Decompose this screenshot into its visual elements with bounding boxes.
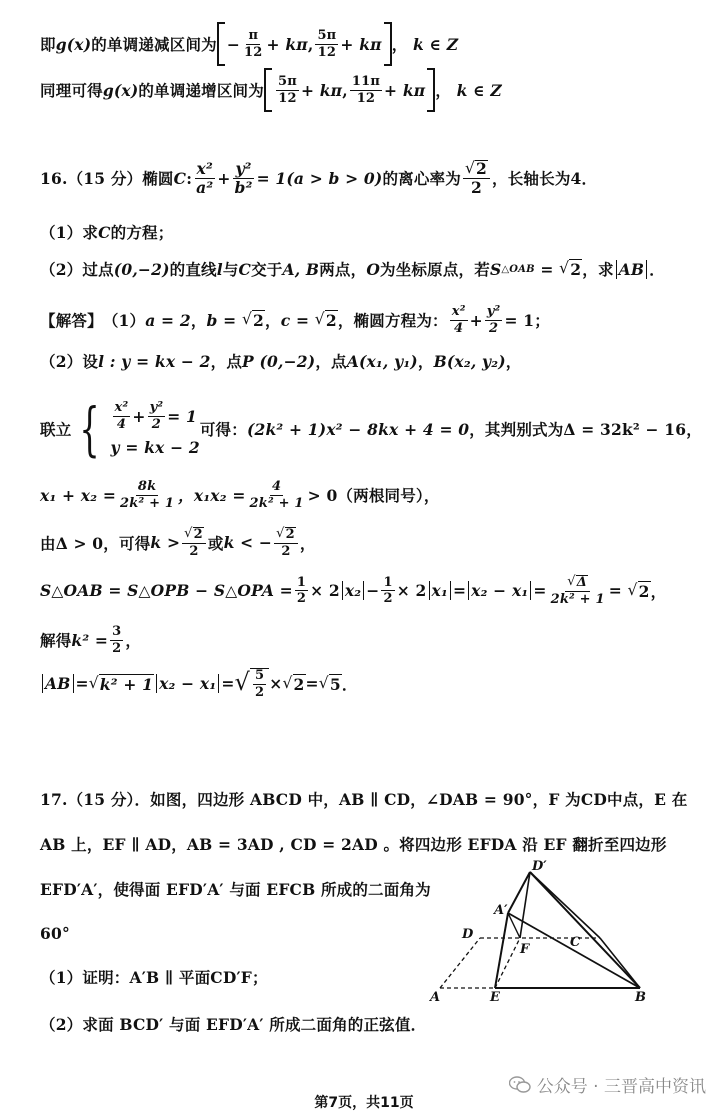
frac-x2-a2: $\frac{\text{x²}}{\text{a²}}$ <box>196 158 214 197</box>
p16-ab-length: AB = √ k² + 1 x₂ − x₁ = √ $\frac{5}{2}$ × √ 2 = √ 5 ． <box>40 668 704 699</box>
watermark-text: 公众号 · 三晋高中资讯 <box>536 1077 706 1097</box>
frac-inc-a: $\frac{5\pi}{12}$ <box>277 73 297 106</box>
s15-decreasing-line: 即 g(x) 的单调递减区间为 − $\frac{\pi}{12}$ + kπ , $\frac{5\pi}{12}$ + kπ ， k ∈ Z <box>40 22 704 66</box>
p16-vieta: x₁ + x₂ = $\frac{8k}{\text{2k² + 1}}$ ，x₁x₂ = $\frac{4}{\text{2k² + 1}}$ > 0（两根同号）， <box>40 479 440 511</box>
folded-quadrilateral-figure <box>420 858 680 1008</box>
frac-y2-b2: $\frac{\text{y²}}{\text{b²}}$ <box>234 158 253 197</box>
s15-increasing-line: 同理可得 g(x) 的单调递增区间为 $\frac{5\pi}{12}$ + kπ , $\frac{11\pi}{12}$ + kπ ， k ∈ Z <box>40 68 704 112</box>
p17-q2: （2）求面 BCD′ 与面 EFD′A′ 所成二面角的正弦值． <box>40 1015 427 1034</box>
frac-dec-b: $\frac{5\pi}{12}$ <box>317 27 337 60</box>
edge-D1C <box>530 872 600 938</box>
wechat-icon <box>509 1076 531 1094</box>
gx-symbol: g(x) <box>55 34 92 54</box>
frac-eccentricity: √ 2 2 <box>463 160 490 197</box>
label-A: A <box>430 990 441 1005</box>
edge-D1B <box>530 872 640 988</box>
p16-system: 联立 { $\frac{\text{x²}}{4}$ + $\frac{\text{y²}}{2}$ = 1 y = kx − 2 可得： (2k² + 1)x² − 8kx + 4 = 0 ，其判别式为Δ = 32k² − 16， <box>40 395 702 463</box>
frac-dec-a: $\frac{\pi}{12}$ <box>244 27 263 60</box>
p16-statement: 16.（15 分）椭圆 C : $\frac{\text{x²}}{\text{a²}}$ + $\frac{\text{y²}}{\text{b²}}$ = 1(a > b > 0) 的离心率为 √ 2 2 ，长轴长为4． <box>40 158 598 198</box>
edge-AD <box>440 938 480 988</box>
p17-line-2: AB 上，EF ∥ AD，AB = 3AD , CD = 2AD 。将四边形 EFDA 沿 EF 翻折至四边形 <box>40 835 667 854</box>
p16-solve-k: 解得 k² = $\frac{3}{2}$ ， <box>40 624 142 656</box>
p16-answer-1: 【解答】 （1） a = 2 ， b = √ 2 ， c = √ 2 ，椭圆方程为： $\frac{\text{x²}}{4}$ + $\frac{\text{y²}}{2}$ = 1； <box>40 304 550 336</box>
label-A1: A′ <box>494 903 508 918</box>
p16-q1: （1）求 C 的方程； <box>40 222 174 242</box>
right-bracket <box>384 22 392 66</box>
p16-q2: （2）过点 (0,−2) 的直线 l 与 C 交于 A, B 两点， O 为坐标原点，若 S △OAB = √ 2 ，求 AB ． <box>40 259 665 279</box>
page-footer: 第7页，共11页 <box>314 1095 414 1111</box>
label-F: F <box>520 942 530 957</box>
p17-line-4: 60° <box>40 924 70 943</box>
p17-q1: （1）证明：A′B ∥ 平面CD′F； <box>40 968 268 987</box>
label-D: D <box>462 927 474 942</box>
left-bracket <box>217 22 225 66</box>
label-C: C <box>570 935 581 950</box>
label-B: B <box>635 990 646 1005</box>
label-D1: D′ <box>532 859 547 874</box>
p17-line-1: 17.（15 分）．如图，四边形 ABCD 中，AB ∥ CD，∠DAB = 90°，F 为CD中点，E 在 <box>40 790 688 809</box>
p16-k-range: 由Δ > 0，可得 k > √ 2 2 或 k < − √ 2 2 ， <box>40 526 316 559</box>
p16-area: S△OAB = S△OPB − S△OPA = $\frac{1}{2}$ × 2 x₂ − $\frac{1}{2}$ × 2 x₁ = x₂ − x₁ = √ Δ 2k² + 1 = √ 2 ， <box>40 574 667 607</box>
label-E: E <box>490 990 500 1005</box>
p16-answer-2-setup: （2）设 l : y = kx − 2 ，点 P (0,−2) ，点 A(x₁, y₁) ， B(x₂, y₂) ， <box>40 351 522 371</box>
edge-EA1 <box>495 913 508 988</box>
frac-inc-b: $\frac{11\pi}{12}$ <box>351 73 381 106</box>
p17-line-3: EFD′A′，使得面 EFD′A′ 与面 EFCB 所成的二面角为 <box>40 880 431 899</box>
